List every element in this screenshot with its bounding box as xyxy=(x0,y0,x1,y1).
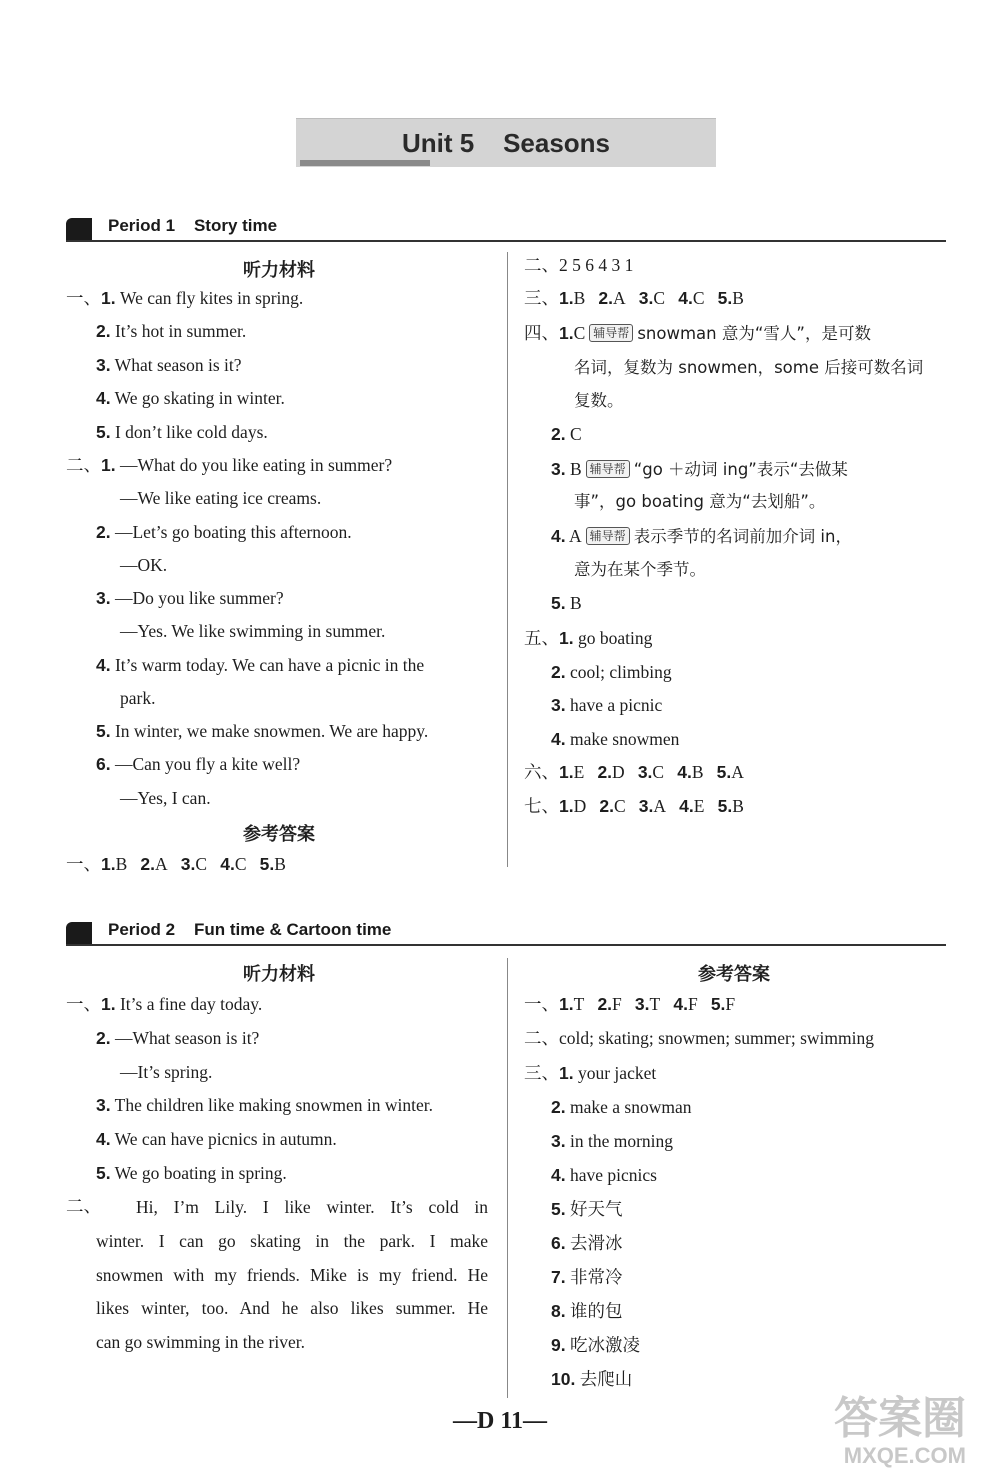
p1-right-sec2: 二、2 5 6 4 3 1 xyxy=(524,255,634,276)
p1-right-sec3: 三、1.B 2.A 3.C 4.C 5.B xyxy=(524,288,744,309)
p1-sec2-item-5: 5. In winter, we make snowmen. We are happy. xyxy=(96,721,429,741)
p1-sec2-item-4: 4. It’s warm today. We can have a picnic in the xyxy=(96,655,425,675)
listening-title: 听力材料 xyxy=(243,964,315,985)
watermark-url: MXQE.COM xyxy=(843,1443,966,1468)
column-divider xyxy=(507,252,508,867)
p1-right-sec4-item-4: 4. A 辅导帮 表示季节的名词前加介词 in， xyxy=(551,526,852,546)
p1-right-sec4-item-4-line2: 意为在某个季节。 xyxy=(574,560,706,579)
p1-sec2-item-6-reply: —Yes, I can. xyxy=(120,788,211,808)
p2-sec2-label: 二、 xyxy=(66,1197,101,1217)
p2-sec1-item-2: 2. —What season is it? xyxy=(96,1028,260,1048)
p1-right-sec6: 六、1.E 2.D 3.C 4.B 5.A xyxy=(524,762,744,783)
p1-sec2-item-3-reply: —Yes. We like swimming in summer. xyxy=(120,621,386,641)
p1-sec1-item-5: 5. I don’t like cold days. xyxy=(96,422,268,442)
p2-answer-sec3-item-7: 7. 非常冷 xyxy=(551,1267,623,1288)
p2-answer-sec3-item-3: 3. in the morning xyxy=(551,1131,674,1151)
p1-sec2-item-1-reply: —We like eating ice creams. xyxy=(120,488,322,508)
p2-answer-sec3-item-8: 8. 谁的包 xyxy=(551,1301,623,1322)
tutor-badge: 辅导帮 xyxy=(586,527,630,545)
bookmark-icon xyxy=(66,218,92,240)
p2-answer-sec3-item-10: 10. 去爬山 xyxy=(551,1369,633,1390)
p2-answer-sec3-item-5: 5. 好天气 xyxy=(551,1199,623,1220)
column-divider xyxy=(507,958,508,1398)
p2-sec1-item-5: 5. We go boating in spring. xyxy=(96,1163,287,1183)
period2-header xyxy=(66,918,946,946)
period1-heading: Period 1 Story time xyxy=(108,216,278,235)
p2-answer-sec3-item-6: 6. 去滑冰 xyxy=(551,1233,623,1254)
p1-right-sec4-item-5: 5. B xyxy=(551,593,582,613)
p1-sec2-item-3: 3. —Do you like summer? xyxy=(96,588,284,608)
p2-answer-sec3-item-9: 9. 吃冰激凌 xyxy=(551,1335,640,1356)
p2-answer-sec3-item-1: 三、1. your jacket xyxy=(524,1063,657,1084)
p2-passage-line-3: snowmen with my friends. Mike is my friend. He xyxy=(96,1265,488,1285)
p1-right-sec5-item-1: 五、1. go boating xyxy=(524,628,653,649)
p1-right-sec4-item-1-line2: 名词，复数为 snowmen，some 后接可数名词 xyxy=(574,358,924,377)
p2-answer-sec2: 二、cold; skating; snowmen; summer; swimming xyxy=(524,1028,874,1049)
p1-sec1-item-4: 4. We go skating in winter. xyxy=(96,388,285,408)
page-number: —D 11— xyxy=(452,1408,547,1434)
p1-right-sec4-item-3: 3. B 辅导帮 “go ＋动词 ing”表示“去做某 xyxy=(551,459,848,479)
p2-passage-line-2: winter. I can go skating in the park. I make xyxy=(96,1231,488,1251)
period1-header xyxy=(66,214,946,242)
p1-sec2-item-2-reply: —OK. xyxy=(120,555,168,575)
p1-right-sec5-item-3: 3. have a picnic xyxy=(551,695,663,715)
p1-right-sec7: 七、1.D 2.C 3.A 4.E 5.B xyxy=(524,796,744,817)
p1-sec2-item-6: 6. —Can you fly a kite well? xyxy=(96,754,301,774)
p1-right-sec5-item-2: 2. cool; climbing xyxy=(551,662,672,682)
p2-passage-line-5: can go swimming in the river. xyxy=(96,1332,305,1352)
p1-sec2-item-2: 2. —Let’s go boating this afternoon. xyxy=(96,522,352,542)
answer-key-title: 参考答案 xyxy=(698,964,770,985)
p2-sec1-item-4: 4. We can have picnics in autumn. xyxy=(96,1129,337,1149)
p1-answer-row-1: 一、1.B 2.A 3.C 4.C 5.B xyxy=(66,854,286,875)
tutor-badge: 辅导帮 xyxy=(586,460,630,478)
p2-passage-line-1: Hi, I’m Lily. I like winter. It’s cold in xyxy=(136,1197,488,1217)
p2-answer-sec1: 一、1.T 2.F 3.T 4.F 5.F xyxy=(524,994,736,1015)
p2-answer-sec3-item-2: 2. make a snowman xyxy=(551,1097,692,1117)
p2-answer-sec3-item-4: 4. have picnics xyxy=(551,1165,657,1185)
listening-title: 听力材料 xyxy=(243,260,315,281)
watermark-text: 答案圈 xyxy=(834,1393,966,1444)
unit-title: Unit 5 Seasons xyxy=(401,127,611,158)
p1-sec1-item-2: 2. It’s hot in summer. xyxy=(96,321,247,341)
p1-right-sec4-item-3-line2: 事”，go boating 意为“去划船”。 xyxy=(574,492,826,511)
p1-right-sec4-item-2: 2. C xyxy=(551,424,582,444)
p1-right-sec5-item-4: 4. make snowmen xyxy=(551,729,680,749)
watermark-logo xyxy=(834,1395,966,1469)
p1-right-sec4-item-1-line3: 复数。 xyxy=(574,391,624,410)
answer-key-title: 参考答案 xyxy=(243,824,315,845)
p1-sec2-item-4-cont: park. xyxy=(120,688,156,708)
p2-passage-line-4: likes winter, too. And he also likes summer. He xyxy=(96,1298,488,1318)
p1-sec1-item-3: 3. What season is it? xyxy=(96,355,242,375)
p2-sec1-item-2-reply: —It’s spring. xyxy=(120,1062,213,1082)
bookmark-icon xyxy=(66,922,92,944)
tutor-badge: 辅导帮 xyxy=(589,324,633,342)
title-underline-decoration xyxy=(300,160,430,166)
p2-sec1-item-1: 一、1. It’s a fine day today. xyxy=(66,994,263,1015)
p1-sec2-item-1: 二、1. —What do you like eating in summer? xyxy=(66,455,393,476)
period2-heading: Period 2 Fun time & Cartoon time xyxy=(108,920,392,939)
p1-sec1-item-1: 一、1. We can fly kites in spring. xyxy=(66,288,304,309)
p1-right-sec4-item-1: 四、1.C 辅导帮 snowman 意为“雪人”，是可数 xyxy=(524,323,871,344)
p2-sec1-item-3: 3. The children like making snowmen in winter. xyxy=(96,1095,434,1115)
